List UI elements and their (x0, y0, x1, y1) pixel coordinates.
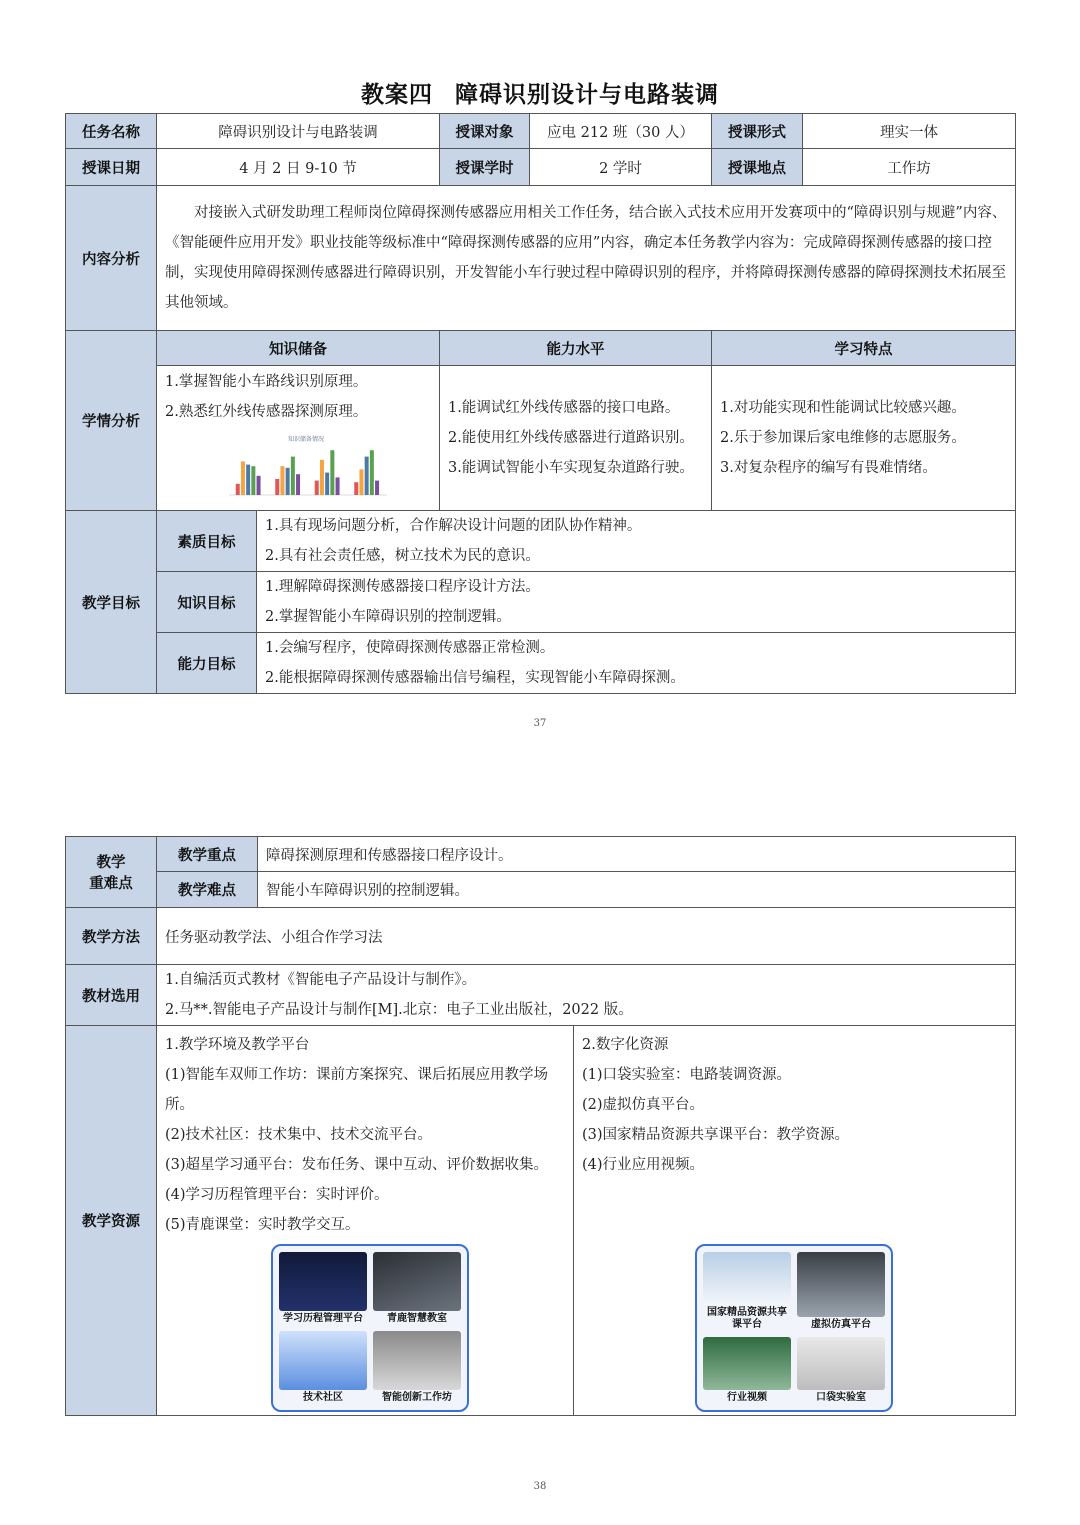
resource-item: (4)学习历程管理平台：实时评价。 (165, 1186, 389, 1203)
platform-tile (279, 1331, 367, 1404)
chart-bar (375, 481, 379, 495)
right-resource-cell (574, 1026, 1016, 1416)
resource-item: (3)国家精品资源共享课平台：教学资源。 (582, 1126, 850, 1143)
goal-item: 2.具有社会责任感，树立技术为民的意识。 (265, 548, 540, 564)
hours-label: 授课学时 (440, 149, 530, 186)
chart-bar (286, 468, 290, 495)
resource-caption: 国家精品资源共享课平台 (707, 1306, 787, 1330)
teaching-goals-label: 教学目标 (66, 511, 157, 694)
chart-bar (257, 476, 261, 495)
chart-bar (365, 457, 369, 495)
ability-goal-cell (257, 633, 1016, 694)
chart-bar (354, 482, 358, 495)
hours-value: 2 学时 (530, 149, 712, 186)
feature-item: 2.乐于参加课后家电维修的志愿服务。 (720, 430, 966, 446)
chart-bar (336, 477, 340, 495)
platform-screenshot (373, 1252, 461, 1311)
knowledge-item: 2.熟悉红外线传感器探测原理。 (165, 404, 368, 420)
content-analysis-label: 内容分析 (66, 186, 157, 331)
chart-bar (280, 466, 284, 495)
chart-bar (251, 466, 255, 495)
chart-title: 知识储备情况 (287, 436, 325, 443)
knowledge-cell (157, 366, 440, 511)
chart-bar (330, 450, 334, 495)
platform-caption: 青鹿智慧教室 (387, 1312, 447, 1324)
method-label: 教学方法 (66, 908, 157, 965)
feature-cell (712, 366, 1016, 511)
resource-caption: 口袋实验室 (816, 1391, 866, 1403)
resource-item: 2.数字化资源 (582, 1036, 669, 1053)
quality-goal-label: 素质目标 (157, 511, 257, 572)
chart-bar (241, 461, 245, 495)
resource-item: 1.教学环境及教学平台 (165, 1036, 310, 1053)
chart-bar (320, 460, 324, 495)
difficulty-value: 智能小车障碍识别的控制逻辑。 (258, 872, 1016, 908)
material-item: 1.自编活页式教材《智能电子产品设计与制作》。 (165, 972, 477, 988)
resource-screenshot (703, 1252, 791, 1305)
ability-item: 1.能调试红外线传感器的接口电路。 (448, 400, 680, 416)
goal-item: 1.理解障碍探测传感器接口程序设计方法。 (265, 579, 540, 595)
knowledge-bar-chart (221, 433, 391, 505)
chart-bar (275, 479, 279, 495)
goal-item: 1.具有现场问题分析，合作解决设计问题的团队协作精神。 (265, 518, 642, 534)
platform-tile (373, 1252, 461, 1325)
goal-item: 2.能根据障碍探测传感器输出信号编程，实现智能小车障碍探测。 (265, 670, 685, 686)
resource-item: (4)行业应用视频。 (582, 1156, 705, 1173)
right-resource-collage (695, 1244, 893, 1412)
lesson-plan-table-1 (65, 113, 1016, 694)
resource-tile (703, 1252, 791, 1331)
chart-bar (236, 484, 240, 495)
page-number: 37 (533, 718, 547, 729)
left-platform-collage (271, 1244, 469, 1412)
focus-label: 教学重点 (157, 837, 258, 872)
feature-item: 1.对功能实现和性能调试比较感兴趣。 (720, 400, 966, 416)
platform-tile (279, 1252, 367, 1325)
chart-bar (246, 465, 250, 495)
knowledge-item: 1.掌握智能小车路线识别原理。 (165, 374, 368, 390)
task-name-label: 任务名称 (66, 114, 157, 149)
knowledge-col-header: 知识储备 (157, 331, 440, 366)
resource-item: (1)智能车双师工作坊：课前方案探究、课后拓展应用教学场所。 (165, 1066, 549, 1113)
content-analysis-text: 对接嵌入式研发助理工程师岗位障碍探测传感器应用相关工作任务，结合嵌入式技术应用开发赛项中的“障碍识别与规避”内容、《智能硬件应用开发》职业技能等级标准中“障碍探测传感器的应用”内容，确定本任务教学内容为：完成障碍探测传感器的接口控制，实现使用障碍探测传感器进行障碍识别，开发智能小车行驶过程中障碍识别的程序，并将障碍探测传感器的障碍探测技术拓展至其他领域。 (157, 186, 1016, 331)
feature-item: 3.对复杂程序的编写有畏难情绪。 (720, 460, 937, 476)
knowledge-goal-label: 知识目标 (157, 572, 257, 633)
method-value: 任务驱动教学法、小组合作学习法 (157, 908, 1016, 965)
chart-bar (315, 481, 319, 495)
ability-goal-label: 能力目标 (157, 633, 257, 694)
platform-screenshot (279, 1331, 367, 1390)
resource-label: 教学资源 (66, 1026, 157, 1416)
feature-col-header: 学习特点 (712, 331, 1016, 366)
platform-caption: 智能创新工作坊 (382, 1391, 452, 1403)
resource-caption: 虚拟仿真平台 (811, 1318, 871, 1330)
ability-item: 2.能使用红外线传感器进行道路识别。 (448, 430, 694, 446)
ability-col-header: 能力水平 (440, 331, 712, 366)
lesson-plan-table-2 (65, 836, 1016, 1416)
difficulty-label: 教学难点 (157, 872, 258, 908)
key-difficult-label: 教学 重难点 (66, 837, 157, 908)
resource-screenshot (797, 1337, 885, 1390)
resource-item: (2)技术社区：技术集中、技术交流平台。 (165, 1126, 433, 1143)
resource-tile (703, 1337, 791, 1404)
resource-item: (1)口袋实验室：电路装调资源。 (582, 1066, 792, 1083)
goal-item: 1.会编写程序，使障碍探测传感器正常检测。 (265, 640, 555, 656)
resource-item: (5)青鹿课堂：实时教学交互。 (165, 1216, 360, 1233)
platform-caption: 学习历程管理平台 (283, 1312, 363, 1324)
resource-tile (797, 1252, 885, 1331)
form-label: 授课形式 (712, 114, 803, 149)
material-item: 2.马**.智能电子产品设计与制作[M].北京：电子工业出版社，2022 版。 (165, 1002, 633, 1018)
material-cell (157, 965, 1016, 1026)
resource-item: (3)超星学习通平台：发布任务、课中互动、评价数据收集。 (165, 1156, 549, 1173)
chart-bar (296, 474, 300, 495)
page-title: 教案四 障碍识别设计与电路装调 (361, 82, 719, 108)
place-label: 授课地点 (712, 149, 803, 186)
place-value: 工作坊 (803, 149, 1016, 186)
date-label: 授课日期 (66, 149, 157, 186)
platform-screenshot (373, 1331, 461, 1390)
resource-screenshot (703, 1337, 791, 1390)
platform-caption: 技术社区 (303, 1391, 343, 1403)
resource-screenshot (797, 1252, 885, 1317)
resource-caption: 行业视频 (727, 1391, 767, 1403)
date-value: 4 月 2 日 9-10 节 (157, 149, 440, 186)
ability-cell (440, 366, 712, 511)
task-name-value: 障碍识别设计与电路装调 (157, 114, 440, 149)
focus-value: 障碍探测原理和传感器接口程序设计。 (258, 837, 1016, 872)
chart-bar (370, 450, 374, 495)
chart-bar (325, 473, 329, 495)
target-label: 授课对象 (440, 114, 530, 149)
goal-item: 2.掌握智能小车障碍识别的控制逻辑。 (265, 609, 511, 625)
quality-goal-cell (257, 511, 1016, 572)
learner-analysis-label: 学情分析 (66, 331, 157, 511)
form-value: 理实一体 (803, 114, 1016, 149)
left-resource-cell (157, 1026, 574, 1416)
material-label: 教材选用 (66, 965, 157, 1026)
chart-bar (291, 457, 295, 495)
resource-item: (2)虚拟仿真平台。 (582, 1096, 705, 1113)
page-number: 38 (533, 1481, 547, 1492)
target-value: 应电 212 班（30 人） (530, 114, 712, 149)
ability-item: 3.能调试智能小车实现复杂道路行驶。 (448, 460, 694, 476)
knowledge-goal-cell (257, 572, 1016, 633)
platform-screenshot (279, 1252, 367, 1311)
resource-tile (797, 1337, 885, 1404)
chart-bar (359, 469, 363, 495)
platform-tile (373, 1331, 461, 1404)
